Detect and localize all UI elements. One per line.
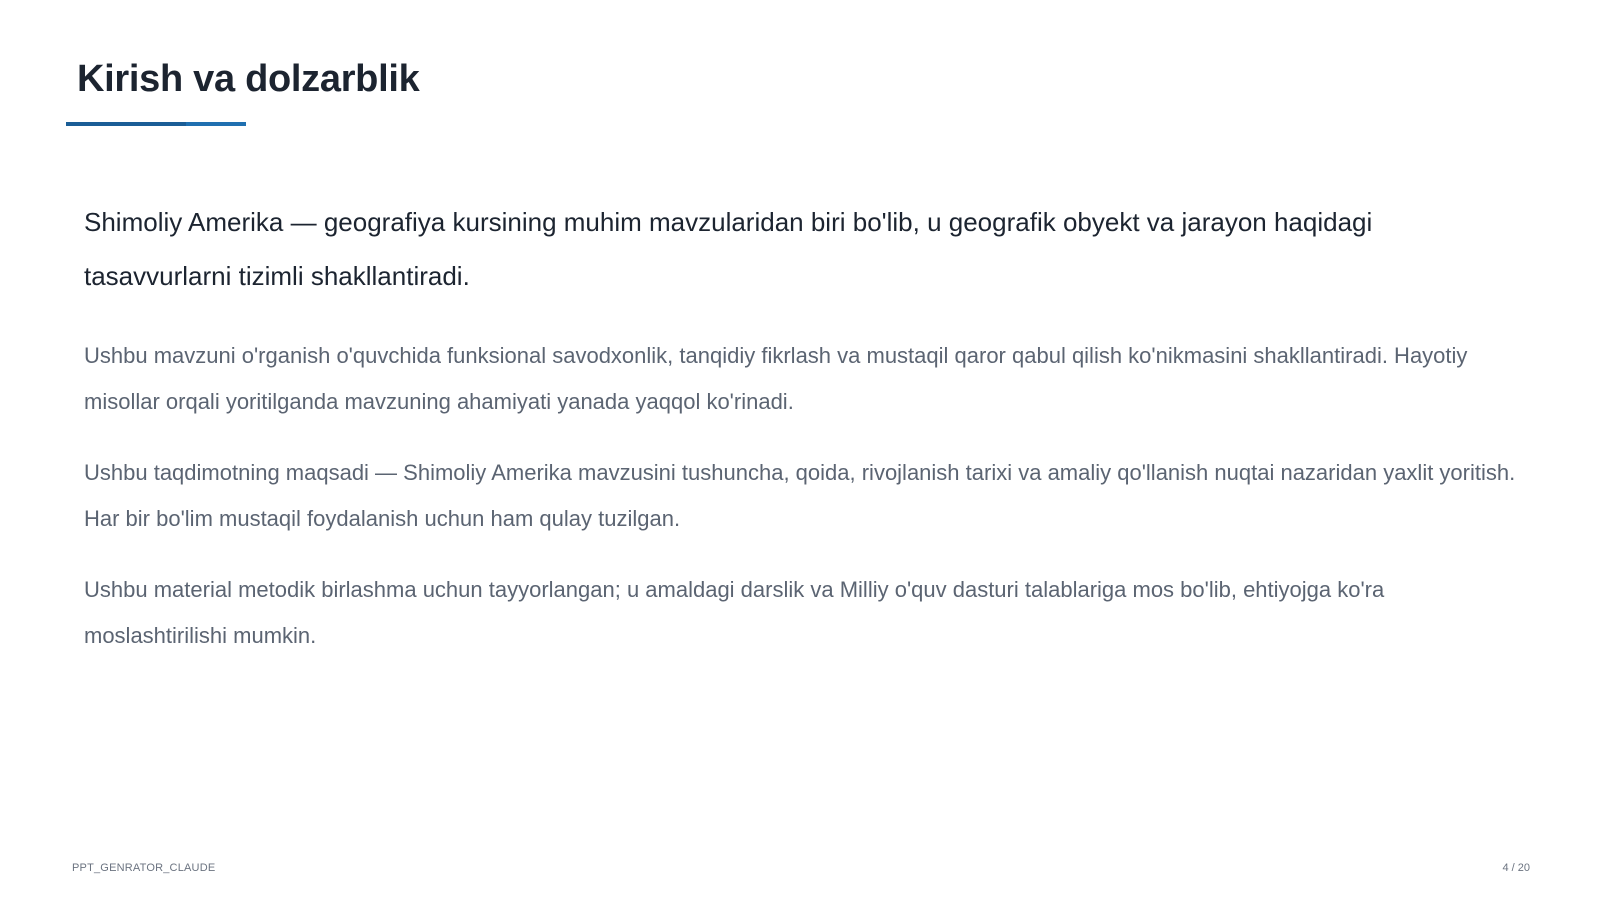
body-paragraph-3: Ushbu material metodik birlashma uchun tayyorlangan; u amaldagi darslik va Milliy o'quv dasturi talablariga mos bo'lib, ehtiyojga ko'ra moslashtirilishi mumkin. — [84, 577, 1385, 648]
title-underline-accent — [66, 122, 186, 126]
body-paragraph-2: Ushbu taqdimotning maqsadi — Shimoliy Amerika mavzusini tushuncha, qoida, rivojlanish tarixi va amaliy qo'llanish nuqtai nazaridan yaxlit yoritish. Har bir bo'lim mustaqil foydalanish uchun ham qulay tuzilgan. — [84, 460, 1516, 531]
slide-content — [84, 195, 1524, 684]
lead-paragraph: Shimoliy Amerika — geografiya kursining muhim mavzularidan biri bo'lib, u geografik obyekt va jarayon haqidagi tasavvurlarni tizimli shakllantiradi. — [84, 207, 1373, 291]
body-paragraph-1: Ushbu mavzuni o'rganish o'quvchida funksional savodxonlik, tanqidiy fikrlash va mustaqil qaror qabul qilish ko'nikmasini shakllantiradi. Hayotiy misollar orqali yoritilganda mavzuning ahamiyati yanada yaqqol ko'rinadi. — [84, 343, 1468, 414]
footer-source-label: PPT_GENRATOR_CLAUDE — [72, 862, 216, 874]
slide-title: Kirish va dolzarblik — [77, 58, 420, 100]
footer-page-number: 4 / 20 — [1502, 862, 1530, 874]
title-underline — [66, 122, 246, 126]
